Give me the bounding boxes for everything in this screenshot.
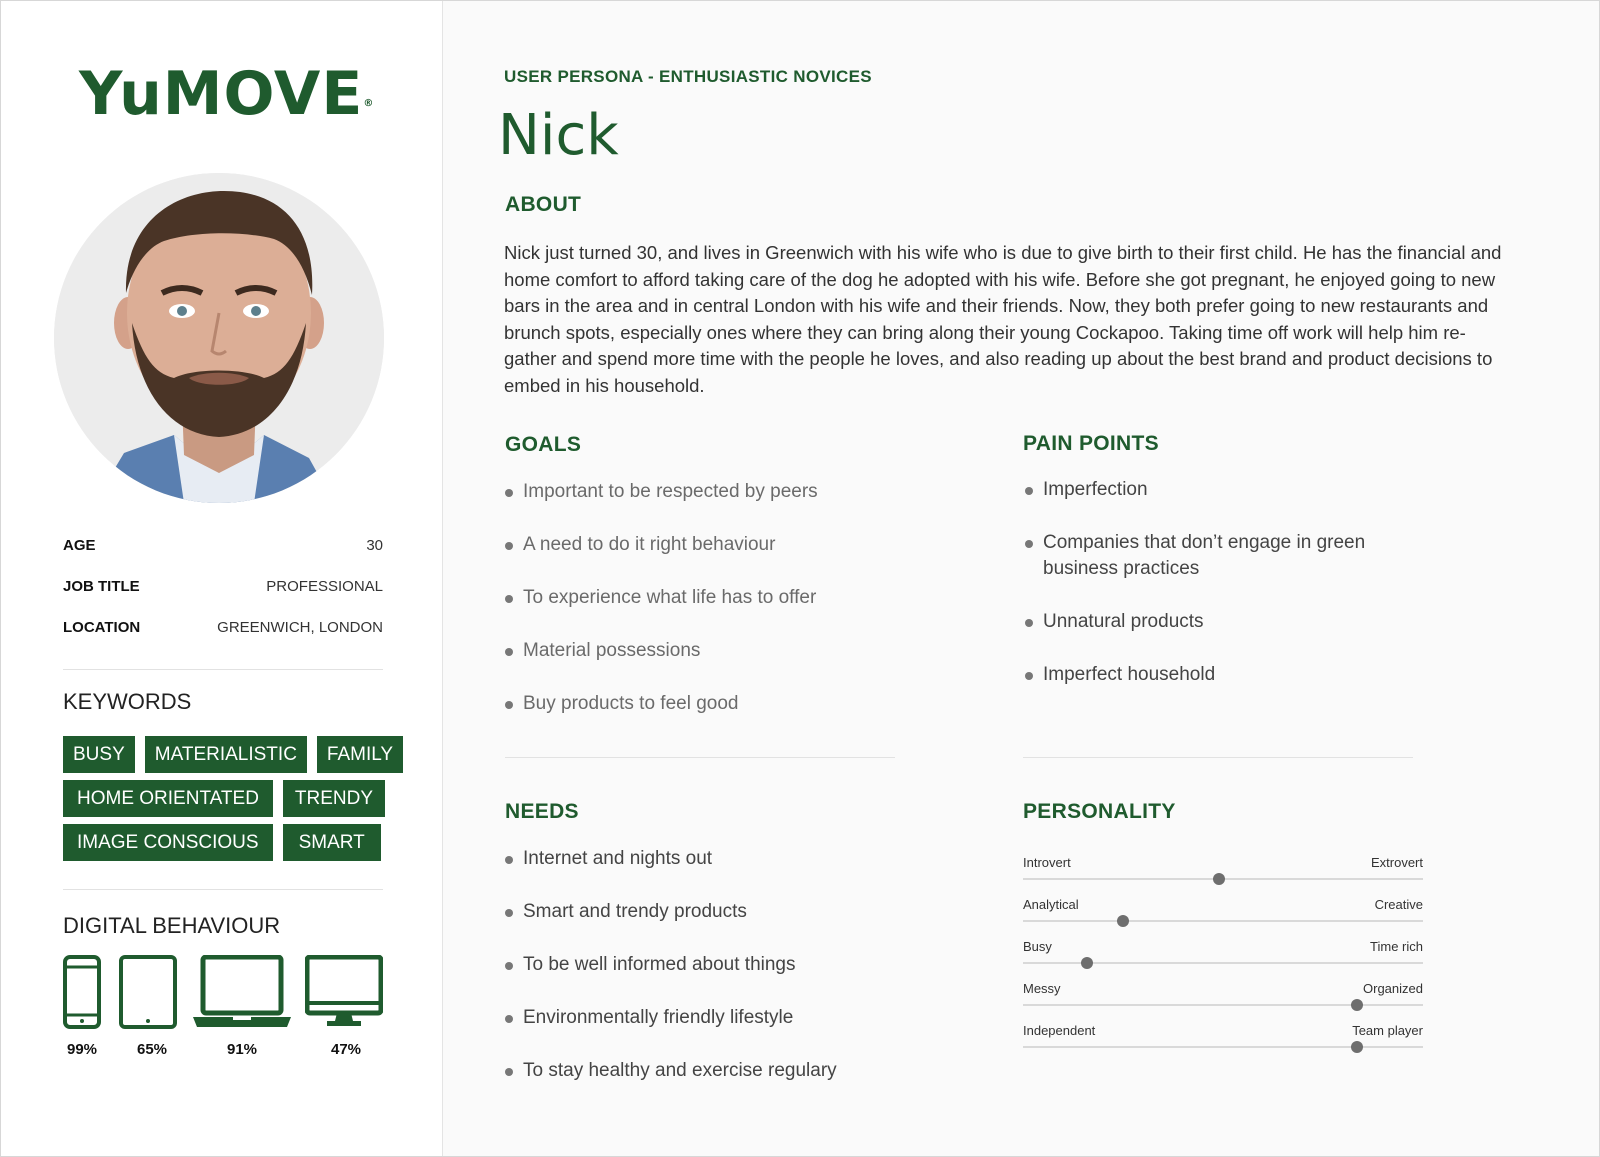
slider-track: [1023, 1046, 1423, 1048]
pain-points-list: [1025, 477, 1415, 688]
fact-label: AGE: [63, 537, 96, 554]
slider-knob: [1213, 873, 1225, 885]
list-item: Imperfect household: [1025, 662, 1415, 688]
keyword-chip: BUSY: [63, 736, 135, 773]
slider-right-label: Team player: [1352, 1023, 1423, 1038]
list-item: Companies that don’t engage in green business practices: [1025, 530, 1415, 582]
keywords-row: [63, 780, 385, 817]
slider-left-label: Busy: [1023, 939, 1052, 954]
personality-title: PERSONALITY: [1023, 800, 1176, 823]
device-percent: 99%: [66, 1041, 98, 1058]
slider-left-label: Introvert: [1023, 855, 1071, 870]
smartphone-icon: [63, 955, 101, 1029]
persona-name: Nick: [498, 103, 619, 168]
list-item: Internet and nights out: [505, 846, 925, 872]
list-item: Environmentally friendly lifestyle: [505, 1005, 925, 1031]
list-item: Imperfection: [1025, 477, 1415, 503]
about-text: Nick just turned 30, and lives in Greenwich with his wife who is due to give birth to their first child. He has the financial and home comfort to afford taking care of the dog he adopted with his wife. Before she got pregnant, he enjoyed going to new bars in the area and in central London with his wife and their friends. Now, they both prefer going to new restaurants and brunch spots, especially ones where they can bring along their young Cockapoo. Taking time off work will help him re-gather and spend more time with the people he loves, and also reading up about the best brand and product decisions to embed in his household.: [504, 242, 1502, 396]
fact-value: PROFESSIONAL: [266, 578, 383, 595]
desktop-icon: [305, 955, 383, 1029]
keywords-row: [63, 736, 403, 773]
list-item: To be well informed about things: [505, 952, 925, 978]
persona-eyebrow: USER PERSONA - ENTHUSIASTIC NOVICES: [504, 67, 872, 86]
slider-left-label: Independent: [1023, 1023, 1096, 1038]
personality-slider-introvert-extrovert: [1023, 855, 1423, 897]
avatar: [54, 173, 384, 503]
divider: [1023, 757, 1413, 758]
device-percent: 65%: [136, 1041, 168, 1058]
slider-knob: [1081, 957, 1093, 969]
personality-slider-busy-time-rich: [1023, 939, 1423, 981]
keywords-title: KEYWORDS: [63, 689, 192, 714]
fact-value: 30: [366, 537, 383, 554]
personality-slider-analytical-creative: [1023, 897, 1423, 939]
slider-right-label: Creative: [1374, 897, 1423, 912]
list-item: A need to do it right behaviour: [505, 532, 905, 558]
profile-panel: [1, 1, 443, 1156]
keyword-chip: MATERIALISTIC: [145, 736, 307, 773]
fact-value: GREENWICH, LONDON: [217, 619, 383, 636]
divider: [63, 669, 383, 670]
keyword-chip: SMART: [283, 824, 381, 861]
keyword-chip: IMAGE CONSCIOUS: [63, 824, 273, 861]
keyword-chip: TRENDY: [283, 780, 385, 817]
needs-list: [505, 846, 925, 1084]
slider-knob: [1351, 1041, 1363, 1053]
slider-track: [1023, 1004, 1423, 1006]
list-item: Smart and trendy products: [505, 899, 925, 925]
portrait-image: [54, 173, 384, 503]
fact-age: [63, 537, 383, 578]
slider-knob: [1351, 999, 1363, 1011]
fact-location: [63, 619, 383, 660]
slider-right-label: Time rich: [1370, 939, 1423, 954]
list-item: To stay healthy and exercise regulary: [505, 1058, 925, 1084]
keywords-row: [63, 824, 381, 861]
personality-slider-independent-team-player: [1023, 1023, 1423, 1065]
pain-points-title: PAIN POINTS: [1023, 432, 1159, 455]
device-percent: 47%: [330, 1041, 362, 1058]
list-item: Material possessions: [505, 638, 905, 664]
device-percent: 91%: [226, 1041, 258, 1058]
goals-title: GOALS: [505, 433, 582, 456]
list-item: To experience what life has to offer: [505, 585, 905, 611]
slider-left-label: Messy: [1023, 981, 1061, 996]
about-title: ABOUT: [505, 193, 582, 216]
slider-knob: [1117, 915, 1129, 927]
keyword-chip: FAMILY: [317, 736, 403, 773]
needs-title: NEEDS: [505, 800, 579, 823]
keyword-chip: HOME ORIENTATED: [63, 780, 273, 817]
fact-label: LOCATION: [63, 619, 141, 636]
personality-slider-messy-organized: [1023, 981, 1423, 1023]
fact-label: JOB TITLE: [63, 578, 140, 595]
list-item: Buy products to feel good: [505, 691, 905, 717]
divider: [63, 889, 383, 890]
slider-right-label: Extrovert: [1370, 855, 1423, 870]
list-item: Important to be respected by peers: [505, 479, 905, 505]
profile-facts: [63, 537, 383, 660]
goals-list: [505, 479, 905, 717]
divider: [505, 757, 895, 758]
laptop-icon: [193, 955, 291, 1029]
tablet-icon: [119, 955, 177, 1029]
list-item: Unnatural products: [1025, 609, 1415, 635]
digital-behaviour-title: DIGITAL BEHAVIOUR: [63, 913, 281, 938]
slider-left-label: Analytical: [1023, 897, 1079, 912]
slider-right-label: Organized: [1363, 981, 1423, 996]
fact-job-title: [63, 578, 383, 619]
yumove-logo: YuMOVE®: [79, 59, 375, 129]
slider-track: [1023, 920, 1423, 922]
